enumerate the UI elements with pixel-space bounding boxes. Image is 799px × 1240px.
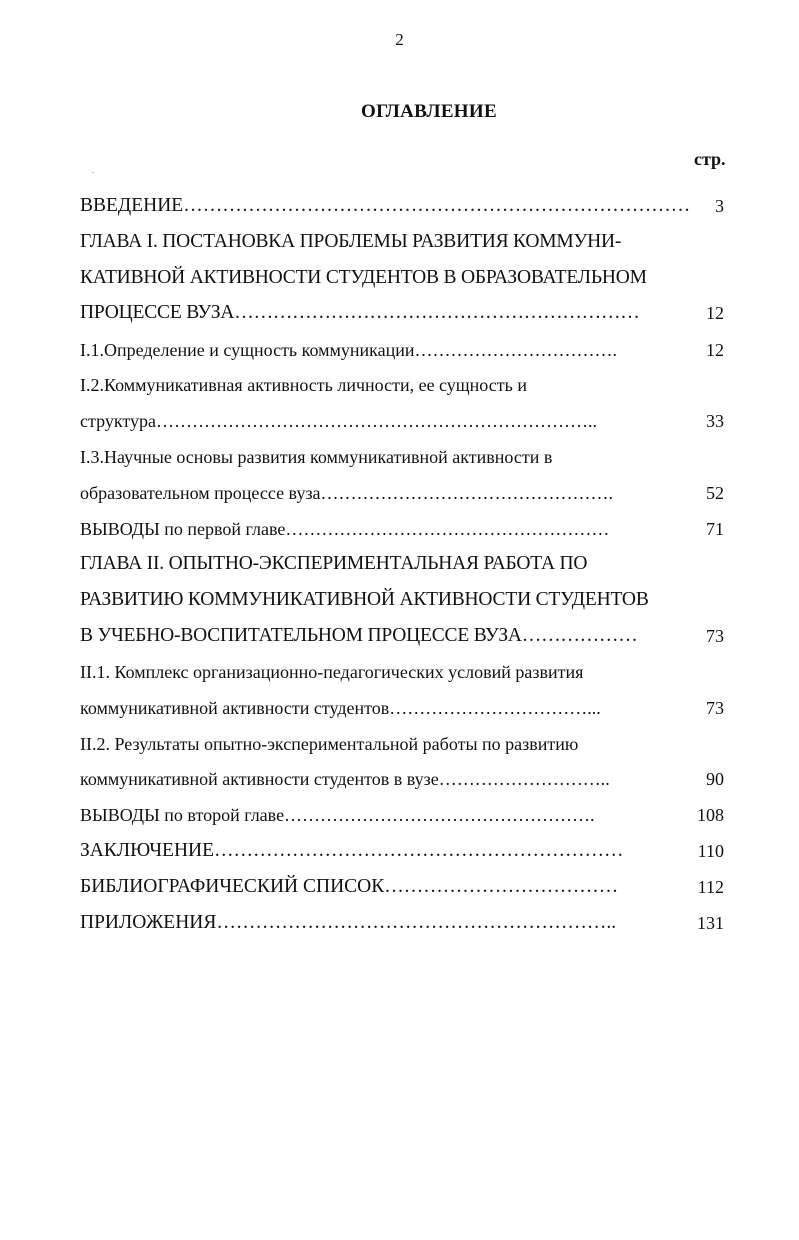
toc-entry-bibliography[interactable]: БИБЛИОГРАФИЧЕСКИЙ СПИСОК………………………………	[80, 876, 619, 897]
toc-entry-appendices[interactable]: ПРИЛОЖЕНИЯ……………………………………………………..	[80, 912, 617, 933]
toc-entry-chapter-1-cont: ПРОЦЕССЕ ВУЗА………………………………………………………	[80, 302, 640, 323]
toc-entry-section-1-3[interactable]: I.3.Научные основы развития коммуникативной активности в	[80, 447, 553, 467]
page-number: 2	[395, 30, 404, 49]
toc-entry-section-2-1[interactable]: II.1. Комплекс организационно-педагогических условий развития	[80, 662, 584, 682]
toc-entry-section-1-2-cont: структура………………………………………………………………..	[80, 411, 597, 431]
toc-entry-chapter-2[interactable]: ГЛАВА II. ОПЫТНО-ЭКСПЕРИМЕНТАЛЬНАЯ РАБОТА ПО	[80, 553, 588, 574]
toc-entry-conclusion[interactable]: ЗАКЛЮЧЕНИЕ………………………………………………………	[80, 840, 624, 861]
toc-page-number: 12	[706, 303, 724, 323]
toc-entry-section-1-2[interactable]: I.2.Коммуникативная активность личности, ее сущность и	[80, 375, 527, 395]
toc-entry-conclusions-2[interactable]: ВЫВОДЫ по второй главе…………………………………………….	[80, 805, 595, 825]
toc-page-number: 90	[706, 769, 724, 789]
toc-entry-section-1-1[interactable]: I.1.Определение и сущность коммуникации…………………………….	[80, 340, 618, 360]
scan-speck	[92, 172, 94, 173]
toc-page-number: 52	[706, 483, 724, 503]
page-title: ОГЛАВЛЕНИЕ	[361, 101, 497, 122]
toc-entry-section-1-3-cont: образовательном процессе вуза………………………………………….	[80, 483, 614, 503]
toc-page-number: 3	[715, 196, 724, 216]
toc-entry-chapter-1-cont: КАТИВНОЙ АКТИВНОСТИ СТУДЕНТОВ В ОБРАЗОВАТЕЛЬНОМ	[80, 267, 647, 288]
toc-page-number: 73	[706, 626, 724, 646]
toc-page-number: 12	[706, 340, 724, 360]
toc-entry-introduction[interactable]: ВВЕДЕНИЕ……………………………………………………………………	[80, 195, 691, 216]
toc-entry-chapter-2-cont: РАЗВИТИЮ КОММУНИКАТИВНОЙ АКТИВНОСТИ СТУДЕНТОВ	[80, 589, 649, 610]
toc-page-number: 71	[706, 519, 724, 539]
toc-entry-conclusions-1[interactable]: ВЫВОДЫ по первой главе………………………………………………	[80, 519, 610, 539]
toc-entry-section-2-1-cont: коммуникативной активности студентов……………………………...	[80, 698, 601, 718]
toc-entry-chapter-2-cont: В УЧЕБНО-ВОСПИТАТЕЛЬНОМ ПРОЦЕССЕ ВУЗА………………	[80, 625, 638, 646]
toc-entry-chapter-1[interactable]: ГЛАВА I. ПОСТАНОВКА ПРОБЛЕМЫ РАЗВИТИЯ КОММУНИ-	[80, 231, 622, 252]
toc-page-number: 112	[697, 877, 724, 897]
toc-page-number: 108	[697, 805, 724, 825]
toc-page-number: 33	[706, 411, 724, 431]
toc-page-number: 73	[706, 698, 724, 718]
page-column-label: стр.	[694, 149, 726, 169]
toc-entry-section-2-2[interactable]: II.2. Результаты опытно-экспериментальной работы по развитию	[80, 734, 579, 754]
toc-page-number: 110	[697, 841, 724, 861]
toc-entry-section-2-2-cont: коммуникативной активности студентов в вузе………………………..	[80, 769, 610, 789]
toc-page-number: 131	[697, 913, 724, 933]
